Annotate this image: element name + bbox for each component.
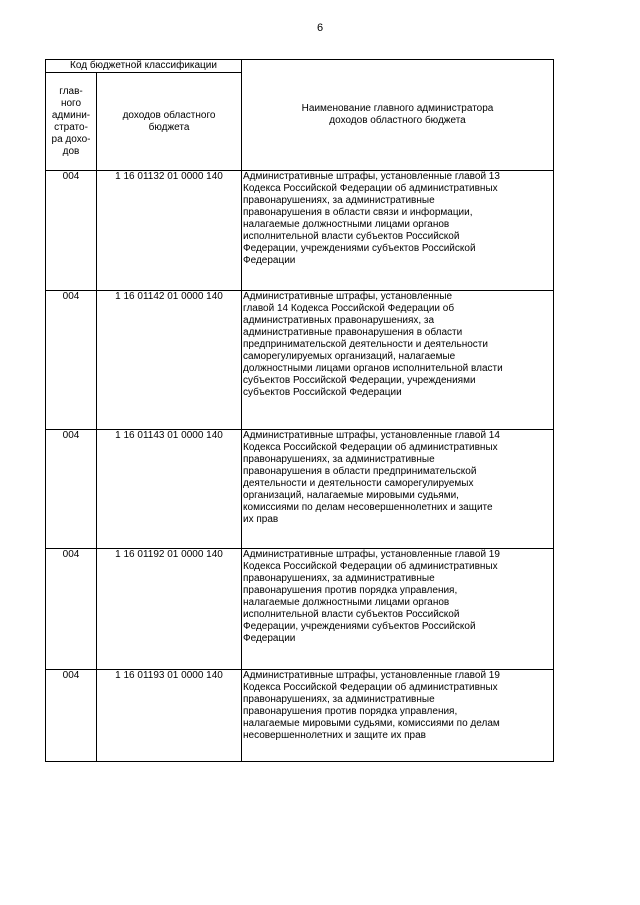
cell-admin-code: 004 — [46, 291, 97, 430]
cell-administrator-name: Административные штрафы, установленные главой 19 Кодекса Российской Федерации об административных правонарушениях, за административные правонарушения против порядка управления, налагаемые мировыми судьями, комиссиями по делам несовершеннолетних и защите их прав — [242, 670, 554, 762]
cell-admin-code: 004 — [46, 430, 97, 549]
cell-administrator-name: Административные штрафы, установленные главой 14 Кодекса Российской Федерации об административных правонарушениях, за административные правонарушения в области предпринимательской деятельности и деятельности саморегулируемых организаций, налагаемые мировыми судьями, комиссиями по делам несовершеннолетних и защите их прав — [242, 430, 554, 549]
cell-administrator-name: Административные штрафы, установленные главой 19 Кодекса Российской Федерации об административных правонарушениях, за административные правонарушения против порядка управления, налагаемые должностными лицами органов исполнительной власти субъектов Российской Федерации, учреждениями субъектов Российской Федерации — [242, 549, 554, 670]
table-row — [46, 291, 554, 430]
table-row — [46, 430, 554, 549]
cell-admin-code: 004 — [46, 670, 97, 762]
cell-admin-code: 004 — [46, 549, 97, 670]
header-chief-administrator — [46, 73, 97, 171]
cell-revenue-code: 1 16 01192 01 0000 140 — [97, 549, 242, 670]
table-row — [46, 549, 554, 670]
header-chief-administrator-text: глав- ного админи- страто- ра дохо- дов — [51, 85, 91, 157]
header-administrator-name — [242, 60, 554, 171]
cell-revenue-code: 1 16 01132 01 0000 140 — [97, 171, 242, 291]
cell-revenue-code: 1 16 01193 01 0000 140 — [97, 670, 242, 762]
header-revenue-code-text: доходов областного бюджета — [122, 109, 216, 133]
cell-revenue-code: 1 16 01143 01 0000 140 — [97, 430, 242, 549]
page-number: 6 — [316, 22, 324, 34]
header-row-group — [46, 60, 554, 73]
cell-administrator-name: Административные штрафы, установленные главой 14 Кодекса Российской Федерации об административных правонарушениях, за административные правонарушения в области предпринимательской деятельности и деятельности саморегулируемых организаций, налагаемые должностными лицами органов исполнительной власти субъектов Российской Федерации, учреждениями субъектов Российской Федерации — [242, 291, 554, 430]
header-revenue-code — [97, 73, 242, 171]
header-administrator-name-text: Наименование главного администратора доходов областного бюджета — [301, 103, 494, 126]
table-row — [46, 670, 554, 762]
header-budget-classification-code: Код бюджетной классификации — [46, 60, 242, 73]
cell-admin-code: 004 — [46, 171, 97, 291]
budget-classification-table — [45, 59, 554, 762]
cell-revenue-code: 1 16 01142 01 0000 140 — [97, 291, 242, 430]
cell-administrator-name: Административные штрафы, установленные главой 13 Кодекса Российской Федерации об административных правонарушениях, за административные правонарушения в области связи и информации, налагаемые должностными лицами органов исполнительной власти субъектов Российской Федерации, учреждениями субъектов Российской Федерации — [242, 171, 554, 291]
table-row — [46, 171, 554, 291]
